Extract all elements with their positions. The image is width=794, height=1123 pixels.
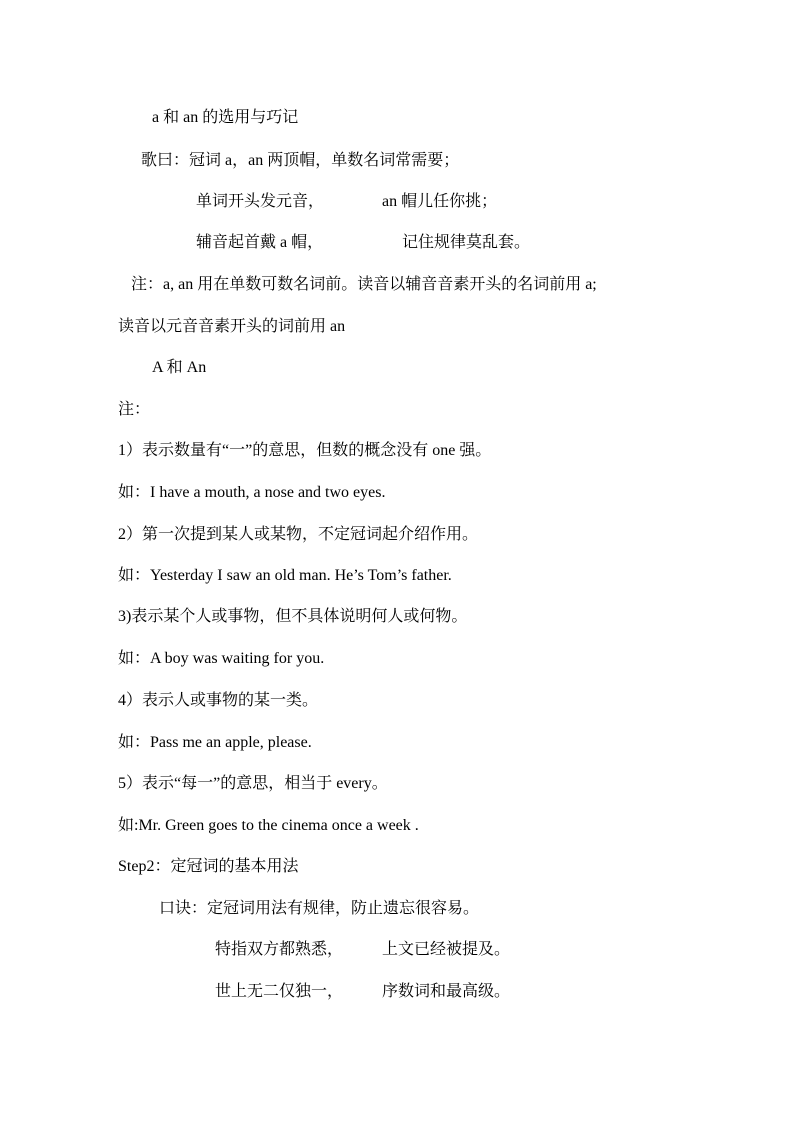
song-line-3a: 辅音起首戴 a 帽， — [196, 234, 324, 251]
rhyme-line-2a: 特指双方都熟悉， — [215, 941, 344, 958]
note-label: 注： — [118, 401, 151, 418]
rhyme-line-3b: 序数词和最高级。 — [382, 983, 511, 1000]
song-line-2b: an 帽儿任你挑； — [382, 193, 498, 210]
rhyme-line-1: 口诀：定冠词用法有规律，防止遗忘很容易。 — [159, 900, 480, 917]
point-3-example: 如：A boy was waiting for you. — [118, 650, 325, 667]
song-line-2a: 单词开头发元音， — [196, 193, 325, 210]
rhyme-line-3a: 世上无二仅独一， — [215, 983, 344, 1000]
point-3: 3)表示某个人或事物，但不具体说明何人或何物。 — [118, 608, 468, 625]
point-1: 1）表示数量有“一”的意思，但数的概念没有 one 强。 — [118, 442, 492, 459]
point-5-example: 如:Mr. Green goes to the cinema once a week . — [118, 817, 419, 834]
point-1-example: 如：I have a mouth, a nose and two eyes. — [118, 484, 386, 501]
point-4-example: 如：Pass me an apple, please. — [118, 734, 312, 751]
rhyme-line-2b: 上文已经被提及。 — [382, 941, 511, 958]
point-2: 2）第一次提到某人或某物，不定冠词起介绍作用。 — [118, 526, 479, 543]
song-line-1: 歌曰：冠词 a，an 两顶帽，单数名词常需要； — [141, 152, 460, 169]
heading-a-an: A 和 An — [152, 359, 207, 376]
point-5: 5）表示“每一”的意思，相当于 every。 — [118, 775, 388, 792]
doc-title: a 和 an 的选用与巧记 — [152, 109, 299, 126]
song-line-3b: 记住规律莫乱套。 — [402, 234, 531, 251]
point-4: 4）表示人或事物的某一类。 — [118, 692, 319, 709]
note-line-1: 注：a, an 用在单数可数名词前。读音以辅音音素开头的名词前用 a; — [131, 276, 597, 293]
point-2-example: 如：Yesterday I saw an old man. He’s Tom’s father. — [118, 567, 452, 584]
note-line-2: 读音以元音音素开头的词前用 an — [118, 318, 346, 335]
step2-heading: Step2：定冠词的基本用法 — [118, 858, 299, 875]
